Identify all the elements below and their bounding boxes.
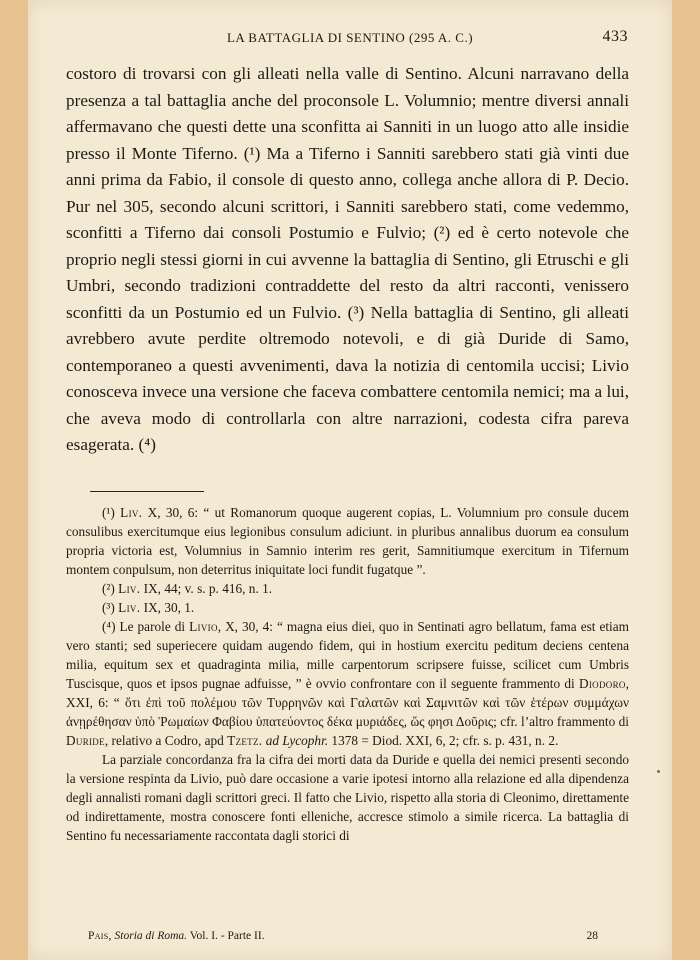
body-paragraph: costoro di trovarsi con gli alleati nella valle di Sentino. Alcuni narravano della presenza a tal battaglia anche del proconsole L. Volumnio; mentre diversi annali affermavano che questi dette una sconfitta ai Sanniti in un luogo atto alle insidie presso il Monte Tiferno. (¹) Ma a Tiferno i Sanniti sarebbero stati già vinti due anni prima da Fabio, il console di questo anno, collega anche allora di P. Decio. Pur nel 305, secondo alcuni scrittori, i Sanniti sarebbero stati, come vedemmo, sconfitti a Tiferno dai consoli Postumio e Fulvio; (²) ed è certo notevole che proprio negli stessi giorni in cui avvenne la battaglia di Sentino, gli Etruschi e gli Umbri, secondo tradizioni contraddette del resto da altri racconti, venissero sconfitti da un Postumio ed un Fulvio. (³) Nella battaglia di Sentino, gli alleati avrebbero avute perdite oltremodo notevoli, e di già Duride di Samo, contemporaneo a questi avvenimenti, dava la notizia di centomila uccisi; Livio conosceva invece una versione che faceva combattere centomila nemici; ma a lui, che aveva modo di controllarla con altre narrazioni, codesta cifra pareva esagerata. (⁴) <box>66 64 629 454</box>
footnote-2-text: IX, 44; v. s. p. 416, n. 1. <box>140 581 273 596</box>
footnote-1-text: X, 30, 6: “ ut Romanorum quoque augerent copias, L. Volumnium pro consule ducem consulibus exercitumque eius legionibus consulum adiciunt. in pluribus annalibus duorum ea consulum propria victoria est, Volumnius in Samnio interim res gerit, Samnitiumque exercitum in Tifernum montem conpulsum, non deterritus iniquitate loci fundit fugatque ”. <box>66 505 629 577</box>
footer-book <box>88 930 265 942</box>
footnote-2-mark: (²) <box>102 581 115 596</box>
footer-author: Pais, <box>88 930 112 942</box>
footer-title: Storia di Roma. <box>111 930 188 942</box>
footnote-4-continuation: La parziale concordanza fra la cifra dei morti data da Duride e quella dei nemici presenti secondo la versione respinta da Livio, può dare occasione a varie ipotesi intorno alla relazione ed alla dipendenza degli annalisti romani dagli scrittori greci. Il fatto che Livio, rispetto alla storia di Cleonimo, direttamente od indirettamente, mostra conoscere fonti elleniche, accresce stimolo a simile ricerca. La battaglia di Sentino fu necessariamente raccontata dagli storici di <box>66 752 629 843</box>
footnote-4-ref: 1378 = Diod. XXI, 6, 2; cfr. s. p. 431, n. 2. <box>328 733 559 748</box>
footnote-4-mark: (⁴) <box>102 619 116 634</box>
footnote-3-author: Liv. <box>118 600 141 615</box>
footnote-4 <box>66 617 629 750</box>
footnotes <box>66 503 629 845</box>
footnote-1 <box>66 503 629 579</box>
footnote-3 <box>66 598 629 617</box>
footnote-3-text: IX, 30, 1. <box>140 600 195 615</box>
page-header <box>28 28 672 48</box>
footnote-2 <box>66 579 629 598</box>
margin-speck <box>657 770 660 773</box>
footnote-3-mark: (³) <box>102 600 115 615</box>
book-page <box>28 0 672 960</box>
footer-signature: 28 <box>586 930 598 942</box>
footnote-4-livio: Livio <box>189 619 218 634</box>
footer-volume: Vol. I. - Parte II. <box>187 930 265 942</box>
footnote-2-author: Liv. <box>118 581 141 596</box>
footnote-4-lycophr: ad Lycophr. <box>262 733 329 748</box>
main-text <box>66 61 629 459</box>
footnote-4-tzetz: Tzetz. <box>227 733 263 748</box>
footnote-1-mark: (¹) <box>102 505 115 520</box>
footnote-separator <box>90 491 204 492</box>
page-number: 433 <box>602 28 628 45</box>
footnote-1-author: Liv. <box>120 505 143 520</box>
footnote-4-greek: , XXI, 6: “ ὅτι ἐπὶ τοῦ πολέμου τῶν Τυρρηνῶν καὶ Γαλατῶν καὶ Σαμνιτῶν καὶ τῶν ἑτέρων συμμάχων ἀνῃρέθησαν ὑπὸ Ῥωμαίων Φαβίου ὑπατεύοντος δέκα μυριάδες, ὥς φησι Δοῦρις; cfr. l’altro frammento di <box>66 676 629 729</box>
footnote-4-codro: , relativo a Codro, apd <box>104 733 228 748</box>
footnote-4-duride: Duride <box>66 733 105 748</box>
running-title: LA BATTAGLIA DI SENTINO (295 A. C.) <box>226 30 474 45</box>
footnote-4-diodoro: Diodoro <box>578 676 626 691</box>
footnote-4-quote: , X, 30, 4: “ magna eius diei, quo in Sentinati agro bellatum, fama est etiam vero stanti; sed superiecere quidam augendo fidem, qui in hostium exercitu peditum deciens centena milia, equitum sex et quadraginta milia, mille carpentorum scripsere fuisse, scilicet cum Umbris Tuscisque, quos et ipsos pugnae adfuisse, ” è ovvio confrontare con il seguente frammento di <box>66 619 629 691</box>
footnote-4-intro: Le parole di <box>115 619 190 634</box>
